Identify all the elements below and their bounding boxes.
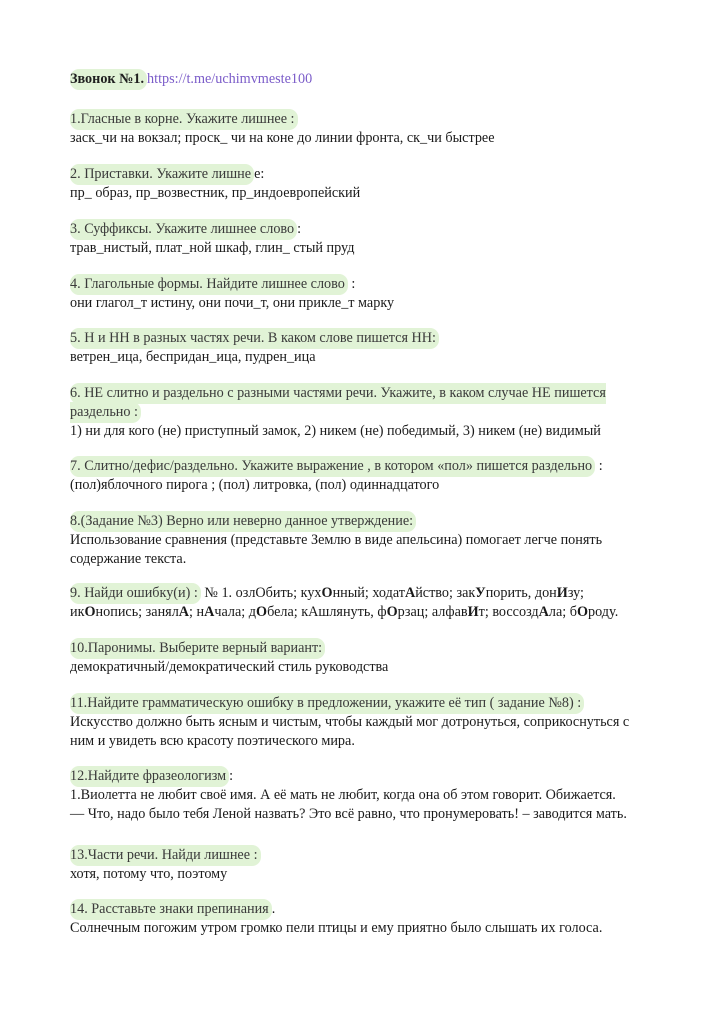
question-highlight: 8.(Задание №3) Верно или неверно данное утверждение: xyxy=(70,511,416,532)
task-9 xyxy=(70,584,670,622)
header-highlight xyxy=(70,69,147,90)
task-answer: демократичный/демократический стиль руководства xyxy=(70,659,389,675)
question-highlight: 9. Найди ошибку(и) : xyxy=(70,583,201,604)
task-12 xyxy=(70,767,670,824)
task-question xyxy=(70,457,670,476)
task-question xyxy=(70,512,655,531)
question-highlight: 5. Н и НН в разных частях речи. В каком слове пишется НН: xyxy=(70,328,439,349)
task-8 xyxy=(70,512,655,569)
stress-text: бела; кАшлянуть, ф xyxy=(267,604,387,620)
question-highlight: 4. Глагольные формы. Найдите лишнее слово xyxy=(70,274,348,295)
task-question xyxy=(70,275,670,294)
task-5 xyxy=(70,329,670,367)
header-label: Звонок №1. xyxy=(70,71,145,87)
stress-text: № 1. озлОбить; кух xyxy=(200,585,322,601)
task-7 xyxy=(70,457,670,495)
stressed-vowel: А xyxy=(538,604,549,620)
task-11 xyxy=(70,694,650,751)
task-answer: (пол)яблочного пирога ; (пол) литровка, (пол) одиннадцатого xyxy=(70,477,440,493)
stressed-vowel: А xyxy=(178,604,190,620)
stress-text: нопись; занял xyxy=(95,604,179,620)
task-question xyxy=(70,767,670,786)
stressed-vowel: У xyxy=(475,585,486,601)
stressed-vowel: А xyxy=(204,604,215,620)
stressed-vowel: О xyxy=(321,585,333,601)
stress-text: рзац; алфав xyxy=(397,604,468,620)
stressed-vowel: О xyxy=(576,604,589,620)
question-tail: : xyxy=(347,276,356,292)
task-answer: 1.Виолетта не любит своё имя. А её мать не любит, когда она об этом говорит. Обижается. xyxy=(70,787,616,803)
stress-text: т; воссозд xyxy=(478,604,539,620)
task-answer: трав_нистый, плат_ной шкаф, глин_ стый пруд xyxy=(70,240,355,256)
question-highlight: 1.Гласные в корне. Укажите лишнее : xyxy=(70,109,298,130)
task-4 xyxy=(70,275,670,313)
question-tail: . xyxy=(271,901,276,917)
task-question xyxy=(70,110,670,129)
question-highlight: 7. Слитно/дефис/раздельно. Укажите выражение , в котором «пол» пишется раздельно xyxy=(70,456,595,477)
stress-text: ; н xyxy=(189,604,205,620)
task-14 xyxy=(70,900,670,938)
task-1 xyxy=(70,110,670,148)
task-question xyxy=(70,846,670,865)
task-question xyxy=(70,900,670,919)
stress-line-2 xyxy=(70,603,670,622)
stressed-vowel: О xyxy=(84,604,96,620)
task-question xyxy=(70,694,650,713)
question-highlight: 14. Расставьте знаки препинания xyxy=(70,899,272,920)
question-highlight: 6. НЕ слитно и раздельно с разными частями речи. Укажите, в каком случае НЕ пишется раздельно : xyxy=(70,383,606,423)
stress-text: чала; д xyxy=(214,604,257,620)
stressed-vowel: И xyxy=(556,585,568,601)
task-question xyxy=(70,384,630,422)
task-3 xyxy=(70,220,670,258)
question-highlight: 2. Приставки. Укажите лишне xyxy=(70,164,254,185)
question-highlight: 13.Части речи. Найди лишнее : xyxy=(70,845,261,866)
task-2 xyxy=(70,165,670,203)
question-tail: : xyxy=(229,768,234,784)
task-6 xyxy=(70,384,630,441)
telegram-link[interactable]: https://t.me/uchimvmeste100 xyxy=(147,71,313,87)
task-question xyxy=(70,639,670,658)
task-answer: Солнечным погожим утром громко пели птицы и ему приятно было слышать их голоса. xyxy=(70,920,603,936)
question-highlight: 3. Суффиксы. Укажите лишнее слово xyxy=(70,219,297,240)
task-question xyxy=(70,329,670,348)
stress-text: ла; б xyxy=(548,604,577,620)
stress-text: ик xyxy=(70,604,85,620)
stress-text: нный; ходат xyxy=(332,585,405,601)
stress-text: порить, дон xyxy=(485,585,557,601)
stressed-vowel: А xyxy=(404,585,416,601)
stressed-vowel: И xyxy=(467,604,479,620)
question-highlight: 12.Найдите фразеологизм xyxy=(70,766,229,787)
task-question xyxy=(70,220,670,239)
task-answer: они глагол_т истину, они почи_т, они прикле_т марку xyxy=(70,295,395,311)
stress-text: йство; зак xyxy=(415,585,476,601)
task-13 xyxy=(70,846,670,884)
question-tail: е: xyxy=(254,166,265,182)
task-answer: 1) ни для кого (не) приступный замок, 2) никем (не) победимый, 3) никем (не) видимый xyxy=(70,423,601,439)
question-highlight: 10.Паронимы. Выберите верный вариант: xyxy=(70,638,325,659)
task-10 xyxy=(70,639,670,677)
stress-words-1 xyxy=(201,585,584,601)
stressed-vowel: О xyxy=(386,604,398,620)
stressed-vowel: О xyxy=(256,604,268,620)
stress-line-1 xyxy=(70,584,670,603)
question-highlight: 11.Найдите грамматическую ошибку в предложении, укажите её тип ( задание №8) : xyxy=(70,693,584,714)
task-answer: хотя, потому что, поэтому xyxy=(70,866,228,882)
question-tail: : xyxy=(595,458,603,474)
task-answer-2: — Что, надо было тебя Леной назвать? Это всё равно, что пронумеровать! – заводится мать. xyxy=(70,806,627,822)
question-tail: : xyxy=(297,221,302,237)
stress-text: роду. xyxy=(588,604,619,620)
task-answer: Использование сравнения (представьте Землю в виде апельсина) помогает легче понять содержание текста. xyxy=(70,532,603,567)
stress-text: зу; xyxy=(567,585,584,601)
task-answer: заск_чи на вокзал; проск_ чи на коне до линии фронта, ск_чи быстрее xyxy=(70,130,495,146)
task-answer: пр_ образ, пр_возвестник, пр_индоевропейский xyxy=(70,185,361,201)
task-question xyxy=(70,165,670,184)
document-header xyxy=(70,70,312,89)
task-answer: Искусство должно быть ясным и чистым, чтобы каждый мог дотронуться, соприкоснуться с ним и увидеть всю красоту поэтического мира. xyxy=(70,714,630,749)
task-answer: ветрен_ица, беспридан_ица, пудрен_ица xyxy=(70,349,316,365)
